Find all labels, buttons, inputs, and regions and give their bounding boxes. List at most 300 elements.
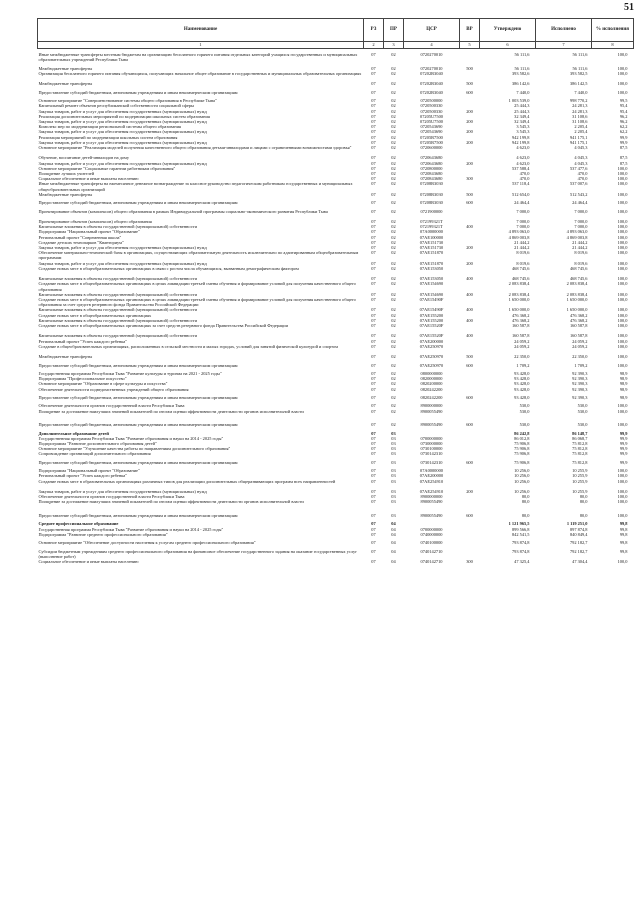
cell-csr: 0730142310	[420, 459, 443, 465]
cell-csr: 8900000000	[420, 403, 443, 409]
cell-executed: 530,0	[577, 422, 588, 428]
cell-name: Государственная программа Республики Тыва "Развитие культуры и туризма на 2021 - 2025 годы"	[38, 370, 222, 376]
table-body	[38, 49, 634, 565]
cell-executed: 75 812,8	[572, 451, 588, 457]
cell-executed: 998 770,2	[569, 98, 588, 104]
cell-pr: 02	[391, 422, 396, 428]
cell-vr: 600	[466, 200, 473, 206]
cell-rz: 07	[371, 548, 376, 554]
cell-percent: 100,0	[617, 165, 628, 171]
cell-name: Предоставление субсидий бюджетным, автономным учреждениям и иным некоммерческим организациям	[38, 394, 238, 400]
cell-rz: 07	[371, 338, 376, 344]
cell-name: Капитальные вложения в объекты государственной (муниципальной) собственности	[38, 224, 197, 230]
cell-percent: 100,0	[617, 70, 628, 76]
cell-executed: 530,0	[577, 408, 588, 414]
table-row	[38, 266, 634, 276]
cell-rz: 07	[371, 70, 376, 76]
cell-csr: 0730000000	[420, 440, 443, 446]
cell-rz: 07	[371, 108, 376, 114]
cell-approved: 2 083 838,4	[508, 291, 530, 297]
cell-pr: 02	[391, 317, 396, 323]
cell-pr: 03	[391, 430, 396, 436]
cell-csr: 07AE151730	[419, 239, 444, 245]
cell-pr: 03	[391, 446, 396, 452]
header-rz: РЗ	[364, 19, 384, 42]
cell-percent: 100,0	[617, 239, 628, 245]
table-row	[38, 344, 634, 354]
cell-name: Закупка товаров, работ и услуг для обеспечения государственных (муниципальных) нужд	[38, 129, 207, 135]
cell-percent: 98,9	[619, 376, 628, 382]
cell-executed: 386 142,5	[569, 81, 588, 87]
table-row	[38, 181, 634, 191]
cell-executed: 4 893 063,0	[566, 229, 588, 235]
cell-percent: 96,2	[619, 113, 628, 119]
budget-table-sheet	[37, 18, 633, 564]
cell-approved: 86 012,8	[514, 435, 530, 441]
cell-pr: 02	[391, 155, 396, 161]
table-row	[38, 281, 634, 291]
cell-approved: 530,0	[519, 408, 530, 414]
cell-executed: 470,0	[577, 176, 588, 182]
cell-executed: 75 812,8	[572, 440, 588, 446]
table-header	[38, 19, 634, 49]
cell-pr: 02	[391, 144, 396, 150]
cell-rz: 07	[371, 160, 376, 166]
cell-csr: 0720843680	[420, 170, 443, 176]
cell-pr: 02	[391, 165, 396, 171]
cell-pr: 02	[391, 394, 396, 400]
cell-rz: 07	[371, 181, 376, 187]
cell-pr: 02	[391, 134, 396, 140]
cell-approved: 393 582,6	[511, 70, 530, 76]
cell-rz: 07	[371, 526, 376, 532]
cell-pr: 02	[391, 403, 396, 409]
cell-name: Основное мероприятие "Реализация моделей получения качественного общего образования детьми-инвалидами и лицами с ограниченными возможностями здоровья"	[38, 144, 352, 150]
cell-percent: 99,9	[619, 446, 628, 452]
cell-csr: 0720543690	[420, 129, 443, 135]
cell-name: Подпрограмма "Национальный проект "Образование"	[38, 229, 140, 235]
cell-executed: 530,0	[577, 403, 588, 409]
cell-name: Обучение, воспитание детей-инвалидов на дому	[38, 155, 130, 161]
cell-pr: 02	[391, 139, 396, 145]
cell-approved: 56 111,6	[514, 65, 530, 71]
cell-rz: 07	[371, 468, 376, 474]
cell-vr	[460, 209, 480, 219]
cell-csr: 07AE15520F	[419, 333, 444, 339]
cell-vr	[460, 344, 480, 354]
cell-csr: 07AE15490F	[419, 297, 444, 302]
cell-name: Создание новых мест в общеобразовательных организациях в целях ликвидации третьей смены обучения и формирование условий для получения качественного общего образования	[38, 281, 356, 292]
cell-executed: 792 182,7	[569, 548, 588, 554]
cell-csr: 0720500330	[420, 108, 443, 114]
cell-percent: 100,0	[617, 478, 628, 484]
cell-rz: 07	[371, 291, 376, 297]
cell-name: Предоставление субсидий бюджетным, автономным учреждениям и иным некоммерческим организациям	[38, 422, 238, 428]
cell-vr: 500	[466, 354, 473, 360]
cell-pr: 02	[391, 297, 396, 302]
cell-pr: 02	[391, 108, 396, 114]
cell-executed: 468 745,6	[569, 276, 588, 282]
cell-csr: 07AE100000	[419, 234, 444, 240]
cell-percent: 100,0	[617, 499, 628, 505]
cell-approved: 4 623,0	[516, 155, 530, 161]
cell-pr: 02	[391, 176, 396, 182]
cell-pr: 04	[391, 531, 396, 537]
cell-executed: 2 083 838,4	[566, 281, 588, 287]
cell-name: Обеспечение деятельности органов государственной власти Республики Тыва	[38, 494, 185, 500]
cell-approved: 24 059,2	[514, 338, 530, 344]
cell-name: Среднее профессиональное образование	[38, 521, 119, 527]
cell-rz: 07	[371, 52, 376, 58]
cell-name: Проектирование объектов (комплексов) общего образования	[38, 218, 152, 224]
cell-pr: 03	[391, 488, 396, 494]
cell-approved: 4 893 063,0	[508, 229, 530, 235]
cell-percent: 100,0	[617, 218, 628, 224]
cell-pr: 03	[391, 435, 396, 441]
cell-rz: 07	[371, 297, 376, 302]
cell-executed: 31 108,6	[572, 113, 588, 119]
cell-rz: 07	[371, 65, 376, 71]
cell-name: Основное мероприятие "Образование в сфере культуры и искусства"	[38, 381, 168, 387]
cell-approved: 470,0	[519, 176, 530, 182]
cell-name: Основное мероприятие "Совершенствование системы общего образования в Республике Тыва"	[38, 98, 217, 104]
cell-vr: 500	[466, 191, 473, 197]
cell-rz: 07	[371, 208, 376, 214]
cell-percent: 99,9	[619, 139, 628, 145]
cell-name: Капитальные вложения в объекты государственной (муниципальной) собственности	[38, 307, 197, 313]
cell-vr: 400	[466, 317, 473, 323]
cell-vr	[460, 297, 480, 307]
cell-percent: 99,9	[619, 440, 628, 446]
cell-approved: 24 059,2	[514, 343, 530, 349]
cell-pr: 02	[391, 343, 396, 349]
table-row	[38, 250, 634, 260]
cell-percent: 100,0	[617, 176, 628, 182]
cell-csr: 07AE250970	[419, 362, 444, 368]
cell-rz: 07	[371, 218, 376, 224]
cell-pr: 02	[391, 386, 396, 392]
cell-pr: 02	[391, 113, 396, 119]
cell-name: Социальное обеспечение и иные выплаты населению	[38, 558, 139, 564]
cell-csr: 0820242200	[420, 386, 443, 392]
column-number-row	[38, 42, 634, 49]
cell-percent: 98,9	[619, 394, 628, 400]
cell-percent: 100,0	[617, 208, 628, 214]
header-executed: Исполнено	[536, 19, 592, 42]
cell-rz: 07	[371, 103, 376, 109]
cell-percent: 99,8	[619, 540, 628, 546]
cell-approved: 10 256,0	[514, 468, 530, 474]
cell-executed: 10 255,9	[572, 473, 588, 479]
cell-approved: 8 019,6	[516, 250, 530, 256]
cell-csr: 07AE250970	[419, 343, 444, 349]
cell-percent: 100,0	[617, 488, 628, 494]
cell-rz: 07	[371, 260, 376, 266]
table-row	[38, 479, 634, 489]
cell-csr: 07AE200000	[419, 473, 444, 479]
cell-pr: 02	[391, 244, 396, 250]
cell-csr: 07205R7500	[420, 134, 443, 140]
table-row	[38, 323, 634, 333]
cell-pr: 02	[391, 370, 396, 376]
cell-executed: 24 281,3	[572, 103, 588, 109]
cell-vr	[460, 52, 480, 62]
cell-name: Предоставление субсидий бюджетным, автономным учреждениям и иным некоммерческим организациям	[38, 512, 238, 518]
cell-rz: 07	[371, 176, 376, 182]
cell-pr: 02	[391, 265, 396, 271]
cell-approved: 93 428,0	[514, 370, 530, 376]
cell-approved: 10 256,0	[514, 488, 530, 494]
cell-csr: 8900055490	[420, 422, 443, 428]
cell-executed: 160 587,8	[569, 323, 588, 329]
cell-rz: 07	[371, 459, 376, 465]
cell-rz: 07	[371, 124, 376, 130]
cell-executed: 4 045,3	[574, 144, 588, 150]
cell-executed: 512 543,2	[569, 191, 588, 197]
cell-approved: 476 368,2	[511, 317, 530, 323]
cell-vr	[460, 409, 480, 419]
cell-percent: 100,0	[617, 65, 628, 71]
cell-vr: 200	[466, 129, 473, 135]
cell-executed: 24 281,3	[572, 108, 588, 114]
cell-csr: 07205R7500	[420, 139, 443, 145]
cell-approved: 8 019,6	[516, 260, 530, 266]
cell-name: Поощрение за достижение наилучших значений показателей по итогам оценки эффективности деятельности органов исполнительной власти	[38, 499, 304, 505]
cell-pr: 02	[391, 281, 396, 287]
page-number: 51	[624, 2, 634, 13]
table-row	[38, 549, 634, 559]
cell-approved: 1 121 965,5	[508, 521, 530, 527]
cell-vr	[460, 479, 480, 489]
cell-csr: 0720800000	[420, 165, 443, 171]
cell-percent: 100,0	[617, 229, 628, 235]
cell-rz: 07	[371, 473, 376, 479]
cell-pr: 03	[391, 494, 396, 500]
cell-approved: 25 444,3	[514, 103, 530, 109]
cell-percent: 87,5	[619, 144, 628, 150]
cell-executed: 24 059,2	[572, 338, 588, 344]
cell-csr: 8900055490	[420, 512, 443, 518]
table-row	[38, 297, 634, 307]
cell-pr: 02	[391, 181, 396, 187]
column-number: 2	[364, 42, 384, 49]
cell-rz: 07	[371, 129, 376, 135]
cell-executed: 10 255,9	[572, 488, 588, 494]
cell-name: Иные межбюджетные трансферты на ежемесячное денежное вознаграждение за классное руководство педагогическим работникам государственных и муниципальных общеобразовательных организаций	[38, 181, 353, 192]
cell-rz: 07	[371, 403, 376, 409]
cell-pr: 02	[391, 124, 396, 130]
cell-name: Капитальные вложения в объекты государственной (муниципальной) собственности	[38, 291, 197, 297]
cell-csr: 07AE15520F	[419, 323, 444, 329]
cell-pr: 03	[391, 451, 396, 457]
table-row	[38, 71, 634, 81]
cell-approved: 160 587,8	[511, 323, 530, 329]
cell-approved: 3 545,3	[516, 124, 530, 130]
cell-executed: 92 390,3	[572, 370, 588, 376]
cell-approved: 530,0	[519, 403, 530, 409]
column-number: 5	[460, 42, 480, 49]
cell-rz: 07	[371, 376, 376, 382]
cell-name: Создание новых мест в общеобразовательных организациях в связи с ростом числа обучающихся, вызванным демографическим фактором	[38, 265, 299, 271]
cell-percent: 99,8	[619, 526, 628, 532]
cell-approved: 24 464,4	[514, 200, 530, 206]
cell-pr: 03	[391, 512, 396, 518]
cell-rz: 07	[371, 118, 376, 124]
cell-approved: 468 745,6	[511, 265, 530, 271]
cell-csr: 0740000000	[420, 531, 443, 537]
cell-percent: 100,0	[617, 338, 628, 344]
cell-name: Межбюджетные трансферты	[38, 65, 93, 71]
cell-pr: 03	[391, 440, 396, 446]
cell-percent: 100,0	[617, 265, 628, 271]
cell-executed: 840 849,4	[569, 531, 588, 537]
cell-pr: 02	[391, 260, 396, 266]
cell-name: Межбюджетные трансферты	[38, 191, 93, 197]
cell-csr: 0721900000	[420, 208, 443, 214]
column-number: 3	[384, 42, 404, 49]
cell-rz: 07	[371, 512, 376, 518]
cell-csr: 07AE154690	[419, 291, 444, 297]
cell-percent: 99,8	[619, 548, 628, 554]
cell-rz: 07	[371, 451, 376, 457]
cell-csr: 0820242200	[420, 394, 443, 400]
cell-rz: 07	[371, 386, 376, 392]
cell-csr: 8900000000	[420, 494, 443, 500]
cell-vr: 600	[466, 459, 473, 465]
header-approved: Утверждено	[480, 19, 536, 42]
cell-csr: 07AE15490F	[419, 307, 444, 313]
cell-approved: 86 242,8	[514, 430, 530, 436]
table-row	[38, 559, 634, 564]
cell-rz: 07	[371, 435, 376, 441]
cell-approved: 160 587,8	[511, 333, 530, 339]
cell-approved: 32 349,4	[514, 113, 530, 119]
cell-rz: 07	[371, 276, 376, 282]
cell-rz: 07	[371, 558, 376, 564]
cell-approved: 1 709,2	[516, 362, 530, 368]
cell-approved: 32 349,4	[514, 118, 530, 124]
cell-approved: 1 003 539,0	[508, 98, 530, 104]
cell-name: Комплекс мер по модернизации региональной системы общего образования	[38, 124, 181, 130]
cell-percent: 87,5	[619, 155, 628, 161]
cell-percent: 100,0	[617, 260, 628, 266]
cell-approved: 512 654,0	[511, 191, 530, 197]
cell-executed: 4 045,3	[574, 155, 588, 161]
cell-executed: 1 650 000,0	[566, 297, 588, 302]
cell-percent: 95,4	[619, 103, 628, 109]
cell-executed: 75 812,8	[572, 459, 588, 465]
cell-percent: 100,0	[617, 473, 628, 479]
cell-pr: 02	[391, 381, 396, 387]
cell-percent: 100,0	[617, 244, 628, 250]
cell-percent: 100,0	[617, 362, 628, 368]
cell-percent: 100,0	[617, 291, 628, 297]
cell-approved: 80,0	[521, 499, 530, 505]
cell-approved: 899 566,8	[511, 526, 530, 532]
cell-pr: 02	[391, 408, 396, 414]
cell-csr: 07AE250970	[419, 354, 444, 360]
column-number: 7	[536, 42, 592, 49]
cell-pr: 02	[391, 338, 396, 344]
cell-percent: 98,9	[619, 370, 628, 376]
cell-name: Проектирование объектов (комплексов) общего образования в рамках Индивидуальной программы социально-экономического развития Республики Тыва	[38, 208, 328, 214]
cell-rz: 07	[371, 307, 376, 313]
cell-percent: 95,4	[619, 108, 628, 114]
cell-approved: 7 440,0	[516, 89, 530, 95]
cell-name: Закупка товаров, работ и услуг для обеспечения государственных (муниципальных) нужд	[38, 108, 207, 114]
cell-vr: 200	[466, 244, 473, 250]
cell-name: Межбюджетные трансферты	[38, 354, 93, 360]
cell-percent: 100,0	[617, 52, 628, 58]
cell-csr: 0730142310	[420, 451, 443, 457]
header-name: Наименование	[38, 19, 364, 42]
cell-vr: 400	[466, 276, 473, 282]
cell-executed: 24 059,2	[572, 343, 588, 349]
cell-percent: 100,0	[617, 317, 628, 323]
cell-csr: 0730100000	[420, 446, 443, 452]
cell-name: Создание новых мест в общеобразовательных организациях	[38, 312, 152, 318]
cell-csr: 0700000000	[420, 435, 443, 441]
cell-executed: 537 477,6	[569, 165, 588, 171]
cell-name: Региональный проект "Успех каждого ребенка"	[38, 338, 128, 344]
cell-approved: 793 874,8	[511, 540, 530, 546]
cell-name: Иные межбюджетные трансферты местным бюджетам на организацию бесплатного горячего питания отдельных категорий учащихся государственных и муниципальных образовательных учреждений Республики Тыва	[38, 52, 358, 63]
cell-percent: 100,0	[617, 250, 628, 256]
column-number: 8	[592, 42, 634, 49]
cell-pr: 02	[391, 218, 396, 224]
cell-csr: 0720643680	[420, 160, 443, 166]
cell-vr: 400	[466, 307, 473, 313]
cell-rz: 07	[371, 422, 376, 428]
cell-csr: 0800000000	[420, 370, 443, 376]
cell-rz: 07	[371, 354, 376, 360]
cell-csr: 07AE154690	[419, 281, 444, 287]
cell-pr: 02	[391, 65, 396, 71]
cell-approved: 1 650 000,0	[508, 307, 530, 313]
cell-rz: 07	[371, 89, 376, 95]
cell-vr: 500	[466, 65, 473, 71]
cell-name: Основное мероприятие "Социальные гарантии работникам образования"	[38, 165, 176, 171]
cell-pr: 02	[391, 291, 396, 297]
cell-vr: 600	[466, 394, 473, 400]
cell-approved: 4 623,0	[516, 144, 530, 150]
cell-executed: 24 464,4	[572, 200, 588, 206]
cell-percent: 100,0	[617, 200, 628, 206]
cell-executed: 1 650 000,0	[566, 307, 588, 313]
cell-executed: 80,0	[579, 512, 588, 518]
cell-csr: 0740100000	[420, 540, 443, 546]
cell-name: Создание новых мест в общеобразовательных организациях за счет средств резервного фонда Правительства Российской Федерации	[38, 323, 288, 329]
cell-rz: 07	[371, 394, 376, 400]
cell-name: Обеспечение материально-технической базы в организациях, осуществляющих образовательную деятельность исключительно по адаптированным общеобразовательным программам	[38, 250, 359, 261]
cell-executed: 92 390,3	[572, 386, 588, 392]
cell-name: Капитальные вложения в объекты государственной (муниципальной) собственности	[38, 276, 197, 282]
cell-rz: 07	[371, 521, 376, 527]
budget-execution-table	[37, 18, 634, 564]
cell-name: Капитальные вложения в объекты государственной (муниципальной) собственности	[38, 333, 197, 339]
cell-name: Создание детских технопарков "Кванториум"	[38, 239, 124, 245]
cell-pr: 02	[391, 276, 396, 282]
cell-name: Капитальный ремонт объектов республиканской собственности социальной сферы	[38, 103, 194, 109]
cell-rz: 07	[371, 370, 376, 376]
cell-executed: 80,0	[579, 499, 588, 505]
cell-pr: 02	[391, 129, 396, 135]
cell-executed: 92 390,3	[572, 381, 588, 387]
cell-name: Сопровождение организаций дополнительного образования	[38, 451, 151, 457]
cell-name: Основное мероприятие "Улучшение качества работы по направлениям дополнительного образования"	[38, 446, 231, 452]
cell-executed: 4 869 003,8	[566, 234, 588, 240]
cell-vr: 400	[466, 291, 473, 297]
